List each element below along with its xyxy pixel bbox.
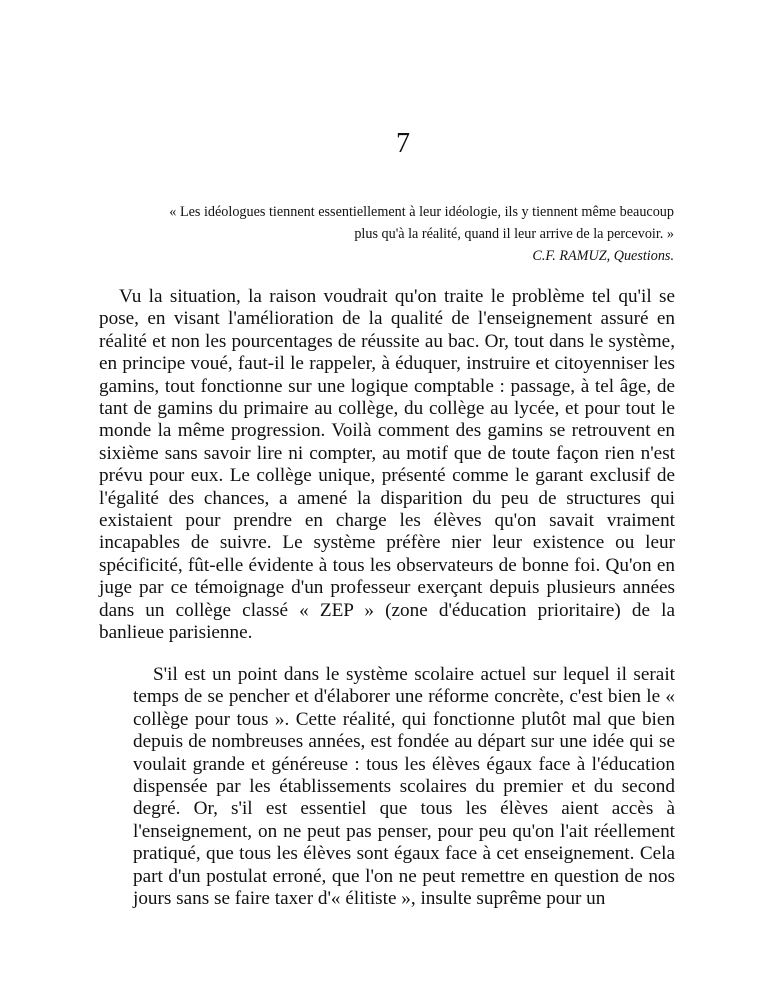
epigraph-line-2: plus qu'à la réalité, quand il leur arrive de la percevoir. » (354, 226, 674, 242)
chapter-number: 7 (396, 128, 410, 159)
body-paragraph: Vu la situation, la raison voudrait qu'on traite le problème tel qu'il se pose, en visant l'amélioration de la qualité de l'enseignement assuré en réalité et non les pourcentages de réussite au bac. Or, tout dans le système, en principe voué, faut-il le rappeler, à éduquer, instruire et citoyenniser les gamins, tout fonctionne sur une logique comptable : passage, à tel âge, de tant de gamins du primaire au collège, du collège au lycée, et pour tout le monde la même progression. Voilà comment des gamins se retrouvent en sixième sans savoir lire ni compter, au motif que de toute façon rien n'est prévu pour eux. Le collège unique, présenté comme le garant exclusif de l'égalité des chances, a amené la disparition du peu de structures qui existaient pour prendre en charge les élèves qu'on savait vraiment incapables de suivre. Le système préfère nier leur existence ou leur spécificité, fût-elle évidente à tous les observateurs de bonne foi. Qu'on en juge par ce témoignage d'un professeur exerçant depuis plusieurs années dans un collège classé « ZEP » (zone d'éducation prioritaire) de la banlieue parisienne. (99, 286, 675, 644)
epigraph-attribution: C.F. RAMUZ, Questions. (532, 248, 674, 264)
epigraph (114, 201, 674, 267)
epigraph-line-1: « Les idéologues tiennent essentiellement à leur idéologie, ils y tiennent même beaucoup (169, 204, 674, 220)
testimony-paragraph: S'il est un point dans le système scolaire actuel sur lequel il serait temps de se pencher et d'élaborer une réforme concrète, c'est bien le « collège pour tous ». Cette réalité, qui fonctionne plutôt mal que bien depuis de nombreuses années, est fondée au départ sur une idée qui se voulait grande et généreuse : tous les élèves égaux face à l'éducation dispensée par les établissements scolaires du premier et du second degré. Or, s'il est essentiel que tous les élèves aient accès à l'enseignement, on ne peut pas penser, pour peu qu'on l'ait réellement pratiqué, que tous les élèves sont égaux face à cet enseignement. Cela part d'un postulat erroné, que l'on ne peut remettre en question de nos jours sans se faire taxer d'« élitiste », insulte suprême pour un (133, 664, 675, 910)
